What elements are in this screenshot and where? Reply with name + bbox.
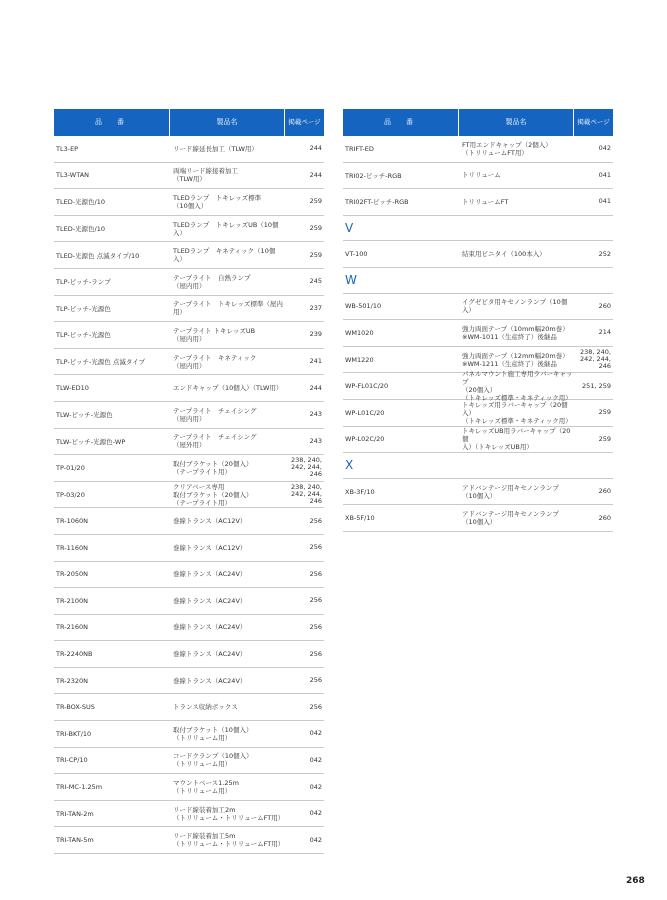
page-ref: 259 [309, 224, 322, 233]
table-row [54, 482, 324, 509]
page-ref: 239 [309, 330, 322, 339]
product-name: リード線延長加工（TLW用） [173, 144, 258, 153]
part-number: TRI02FT-ピッチ-RGB [345, 198, 409, 207]
page-ref: 245 [309, 277, 322, 286]
table-row [54, 429, 324, 456]
left-index-table [54, 109, 324, 854]
product-name: 強力両面テープ（12mm幅20m巻） ※WM-1211（生産終了）後継品 [462, 351, 569, 368]
product-name: コードクランプ（10個入） （トリリューム用） [173, 752, 253, 769]
part-number: TRI-CP/10 [56, 756, 88, 765]
product-name: トリリューム [462, 171, 501, 180]
right-table-body-w [343, 294, 613, 454]
product-name: 結束用ビニタイ（100本入） [462, 250, 546, 259]
table-row [343, 505, 613, 532]
table-row [343, 136, 613, 163]
product-name: イグゼピタ用キセノンランプ（10個入） [462, 298, 568, 315]
page-ref: 244 [309, 170, 322, 179]
product-name: テープライト キネティック （屋内用） [173, 353, 257, 370]
product-name: 取付ブラケット（20個入） （テープライト用） [173, 459, 253, 476]
table-row [54, 136, 324, 163]
part-number: TLED-光源色 点滅タイプ/10 [56, 251, 140, 260]
product-name: アドバンテージ用キセノンランプ （10個入） [462, 483, 559, 500]
table-row [54, 296, 324, 323]
page-ref: 256 [309, 702, 322, 711]
page-ref: 244 [309, 144, 322, 153]
table-row [54, 455, 324, 482]
table-row [343, 427, 613, 454]
table-row [54, 535, 324, 562]
page-ref: 256 [309, 543, 322, 552]
table-row [54, 402, 324, 429]
product-name: アドバンテージ用キセノンランプ （10個入） [462, 510, 559, 527]
product-name: トランス収納ボックス [173, 703, 238, 712]
table-row [343, 241, 613, 268]
table-row [54, 588, 324, 615]
header-product-name: 製品名 [170, 109, 285, 136]
part-number: TRI-TAN-5m [56, 836, 94, 845]
section-heading-v: V [343, 216, 613, 242]
part-number: WP-FL01C/20 [345, 382, 389, 391]
page-ref: 256 [309, 649, 322, 658]
table-row [54, 269, 324, 296]
part-number: TP-01/20 [56, 463, 85, 472]
page-ref: 238, 240, 242, 244, 246 [290, 483, 322, 506]
part-number: TR-1060N [56, 517, 88, 526]
page-ref: 042 [309, 809, 322, 818]
page-ref: 243 [309, 436, 322, 445]
table-row [343, 294, 613, 321]
product-name: 巻線トランス（AC24V） [173, 570, 247, 579]
product-name: TLEDランプ トキレッズ標準 （10個入） [173, 193, 262, 210]
page-ref: 041 [598, 170, 611, 179]
right-table-header [343, 109, 613, 136]
product-name: トキレッズUB用ラバーキャップ（20個 入）（トキレッズUB用） [462, 427, 571, 452]
header-part-number: 品 番 [343, 109, 459, 136]
section-heading-x: X [343, 453, 613, 479]
part-number: TL3-EP [56, 144, 79, 153]
product-name: TLEDランプ トキレッズUB（10個入） [173, 220, 279, 237]
table-row [343, 400, 613, 427]
product-name: マウントベース1.25m （トリリューム用） [173, 779, 239, 796]
part-number: TLED-光源色/10 [56, 225, 106, 234]
table-row [54, 163, 324, 190]
page-ref: 042 [309, 835, 322, 844]
header-product-name: 製品名 [459, 109, 574, 136]
part-number: TLP-ピッチ-光源色 [56, 331, 111, 340]
product-name: トキレッズ用ラバーキャップ（20個入） （トキレッズ標準・キネティック用） [462, 400, 572, 425]
product-name: TLEDランプ キネティック（10個入） [173, 247, 276, 264]
page-ref: 259 [309, 250, 322, 259]
table-row [54, 508, 324, 535]
product-name: トリリュームFT [462, 197, 509, 206]
table-row [343, 479, 613, 506]
right-index-table [343, 109, 613, 532]
part-number: TLP-ピッチ-ランプ [56, 278, 111, 287]
product-name: リード線装着加工5m （トリリューム・トリリュームFT用） [173, 832, 285, 849]
part-number: TLW-ピッチ-光源色-WP [56, 437, 126, 446]
page-ref: 252 [598, 249, 611, 258]
page-ref: 260 [598, 513, 611, 522]
table-row [54, 216, 324, 243]
page-ref: 260 [598, 301, 611, 310]
page-ref: 238, 240, 242, 244, 246 [579, 348, 611, 371]
part-number: TLP-ピッチ-光源色 [56, 304, 111, 313]
part-number: TP-03/20 [56, 490, 85, 499]
part-number: TLP-ピッチ-光源色 点滅タイプ [56, 358, 146, 367]
table-row [54, 694, 324, 721]
table-row [54, 375, 324, 402]
product-name: 巻線トランス（AC12V） [173, 517, 247, 526]
table-row [54, 748, 324, 775]
product-name: リード線装着加工2m （トリリューム・トリリュームFT用） [173, 805, 285, 822]
page-ref: 042 [309, 782, 322, 791]
product-name: クリアベース専用 取付ブラケット（20個入） （テープライト用） [173, 482, 253, 507]
part-number: TR-1160N [56, 543, 88, 552]
page-ref: 244 [309, 383, 322, 392]
part-number: TRI-TAN-2m [56, 809, 94, 818]
part-number: TR-2100N [56, 596, 88, 605]
product-name: 強力両面テープ（10mm幅20m巻） ※WM-1011（生産終了）後継品 [462, 324, 569, 341]
product-name: テープライト トキレッズUB （屋内用） [173, 326, 256, 343]
left-table-header [54, 109, 324, 136]
header-page: 掲載ページ [288, 118, 321, 126]
part-number: TR-BOX-SUS [56, 703, 95, 712]
page-ref: 241 [309, 357, 322, 366]
product-name: エンドキャップ（10個入）（TLW用） [173, 384, 283, 393]
page-ref: 214 [598, 328, 611, 337]
page-ref: 256 [309, 596, 322, 605]
part-number: TR-2320N [56, 676, 88, 685]
product-name: FT用エンドキャップ（2個入） （トリリュームFT用） [462, 140, 552, 157]
table-row [54, 801, 324, 828]
part-number: TLW-ピッチ-光源色 [56, 411, 113, 420]
page-number: 268 [626, 876, 645, 886]
section-heading-w: W [343, 268, 613, 294]
part-number: WP-L01C/20 [345, 408, 385, 417]
table-row [54, 349, 324, 376]
page-ref: 238, 240, 242, 244, 246 [290, 456, 322, 479]
header-page: 掲載ページ [577, 118, 610, 126]
page-ref: 243 [309, 410, 322, 419]
table-row [343, 189, 613, 216]
left-table-body [54, 136, 324, 854]
part-number: TRIFT-ED [345, 144, 374, 153]
product-name: テープライト 自熱ランプ （屋内用） [173, 273, 251, 290]
page-ref: 260 [598, 487, 611, 496]
table-row [54, 774, 324, 801]
page-ref: 259 [598, 434, 611, 443]
table-row [54, 641, 324, 668]
page-ref: 256 [309, 622, 322, 631]
product-name: 巻線トランス（AC24V） [173, 650, 247, 659]
part-number: WB-501/10 [345, 302, 382, 311]
part-number: WM1220 [345, 355, 374, 364]
right-table-body-x [343, 479, 613, 532]
product-name: 巻線トランス（AC24V） [173, 676, 247, 685]
page-ref: 259 [309, 197, 322, 206]
page-ref: 251, 259 [582, 381, 611, 390]
page-ref: 042 [598, 144, 611, 153]
table-row [54, 562, 324, 589]
part-number: TR-2050N [56, 570, 88, 579]
part-number: WM1020 [345, 328, 374, 337]
part-number: XB-5F/10 [345, 514, 375, 523]
table-row [54, 615, 324, 642]
table-row [54, 189, 324, 216]
table-row [343, 163, 613, 190]
page-ref: 041 [598, 197, 611, 206]
table-row [343, 320, 613, 347]
product-name: テープライト チェイシング （屋外用） [173, 433, 257, 450]
product-name: 巻線トランス（AC12V） [173, 543, 247, 552]
part-number: TLED-光源色/10 [56, 198, 106, 207]
table-row [54, 827, 324, 854]
page-ref: 256 [309, 676, 322, 685]
table-row [54, 242, 324, 269]
page-ref: 237 [309, 303, 322, 312]
page-ref: 042 [309, 729, 322, 738]
product-name: テープライト トキレッズ標準（屋内 用） [173, 300, 283, 317]
table-row [54, 721, 324, 748]
right-table-body-v [343, 241, 613, 268]
page-ref: 259 [598, 408, 611, 417]
product-name: 両端リード線接着加工 （TLW用） [173, 167, 238, 184]
table-row [54, 322, 324, 349]
product-name: パネルマウント施工専用ラバーキャップ （20個入） （トキレッズ標準・キネティック用） [462, 370, 573, 403]
part-number: TR-2160N [56, 623, 88, 632]
part-number: XB-3F/10 [345, 487, 375, 496]
product-name: 巻線トランス（AC24V） [173, 623, 247, 632]
product-name: 巻線トランス（AC24V） [173, 596, 247, 605]
product-name: テープライト チェイシング （屋内用） [173, 406, 257, 423]
part-number: TRI-BKT/10 [56, 729, 92, 738]
part-number: VT-100 [345, 250, 368, 259]
page-ref: 256 [309, 516, 322, 525]
header-part-number: 品 番 [54, 109, 170, 136]
part-number: TRI02-ピッチ-RGB [345, 171, 402, 180]
part-number: TL3-WTAN [56, 171, 90, 180]
page-ref: 042 [309, 755, 322, 764]
part-number: WP-L02C/20 [345, 435, 385, 444]
product-name: 取付ブラケット（10個入） （トリリューム用） [173, 725, 253, 742]
part-number: TR-2240NB [56, 650, 93, 659]
page-ref: 256 [309, 569, 322, 578]
right-table-body-t [343, 136, 613, 216]
table-row [343, 370, 613, 403]
part-number: TRI-MC-1.25m [56, 783, 103, 792]
part-number: TLW-ED10 [56, 384, 89, 393]
table-row [54, 668, 324, 695]
